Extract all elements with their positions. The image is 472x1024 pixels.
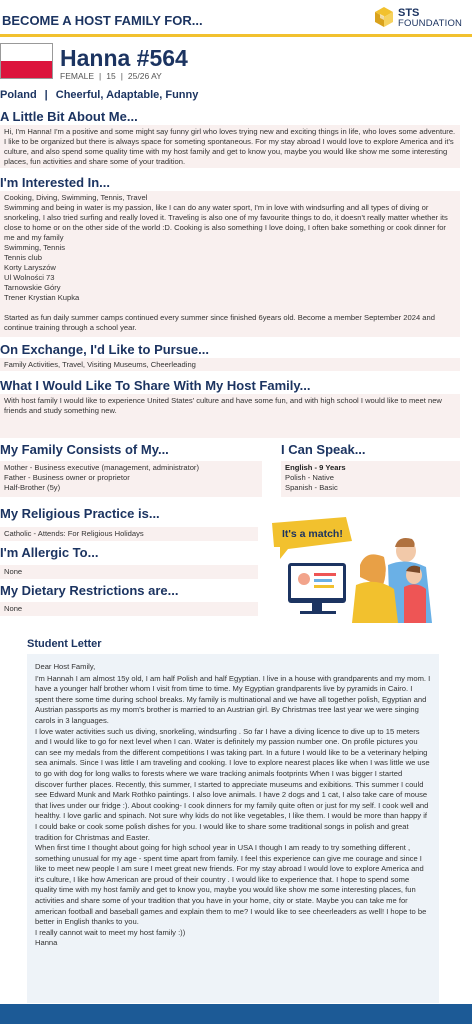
letter-signoff: Hanna bbox=[35, 938, 58, 948]
languages-list bbox=[281, 461, 460, 497]
student-meta: FEMALE | 15 | 25/26 AY bbox=[60, 71, 162, 81]
language-item: English - 9 Years bbox=[285, 463, 346, 472]
age: 15 bbox=[106, 71, 116, 81]
letter-paragraph: I love water activities such us diving, snorkeling, windsurfing . So far I have a diving licence to dive up to 15 meters and I would like to go for next level when I can. Water is definitely my passion number one. On profile pictures you can see my medals from the different competitions I was taking part. In a future I would like to be a veterinary helping sea animals. Since I was little I am traveling and cooking. I love to explore nearest places like when I was little we use to go with dog for long walks to forests where we ware tracking animals footprints When I was bigger I started discover further places. Recently, this summer, I started to appreciate museums and exibitions. This summer I could see Edward Munk and Mark Rothko paintings. I also love animals. I have 2 dogs and 1 cat, I also take care of mouse that lives under our fridge :). About cooking- I cook dinners for my family quite often or just for my self. I cook well and healthy. I love garlic and spinach. Not sure why kids do not like vegetables, I like them. I would be more than happy if I could bake or cook some polish dishes for you. I would like to share some traditional songs in polish and great tradition for Christmas and Easter. bbox=[35, 726, 430, 842]
sts-cube-icon bbox=[372, 5, 396, 29]
header-title: BECOME A HOST FAMILY FOR... bbox=[2, 13, 203, 28]
letter-paragraph: I'm Hannah I am almost 15y old, I am half Polish and half Egyptian. I live in a house with grandparents and my mom. I have a younger half brother whom I visit from time to time. My Egyptian grandparents live by pyramids in Cairo. I spent there some time during school breaks. My family is multinational and we have all together polish, Egyptian and Austrian passports as my mom's brother is married to an Austrian girl. By Christmas tree last year we were singing carols in 3 languages. bbox=[35, 673, 431, 725]
logo-text-foundation: FOUNDATION bbox=[398, 18, 463, 29]
family-member: Mother - Business executive (management, administrator) bbox=[4, 463, 199, 472]
language-item: Spanish - Basic bbox=[285, 483, 338, 492]
header-divider bbox=[0, 34, 472, 37]
country: Poland bbox=[0, 89, 37, 101]
letter-paragraph: When first time I thought about going for high school year in USA I though I am ready to try something different , something unusual for my age - spent time apart from family. I feel this experience can give me courage and since I like to meet new people I am sure I meet great new friends. For my stay abroad I would love to explore America and it's culture, I like how American are proud of their country . I would like to experience that. I hope to spend some quality time with my host family and get to know you, maybe you would like show me some interesting places, fun activities and share some of your tradition that you have in your home, city or state. Maybe you can take me for american football and baseball games and explain them to me? I would like to see cheerleaders as well! I hope to be better in English thanks to you. bbox=[35, 843, 427, 927]
family-heading: My Family Consists of My... bbox=[0, 442, 169, 457]
share-text: With host family I would like to experience United States' culture and have some fun, and with high school I would like to meet new friends and study something new. bbox=[0, 394, 460, 438]
match-illustration bbox=[268, 515, 466, 625]
poland-flag bbox=[0, 43, 53, 79]
language-item: Polish - Native bbox=[285, 473, 334, 482]
family-member: Half-Brother (5y) bbox=[4, 483, 61, 492]
exchange-text: Family Activities, Travel, Visiting Museums, Cheerleading bbox=[0, 358, 460, 371]
logo-text-sts: STS bbox=[398, 7, 420, 19]
exchange-heading: On Exchange, I'd Like to Pursue... bbox=[0, 342, 209, 357]
diet-text: None bbox=[0, 602, 258, 616]
languages-heading: I Can Speak... bbox=[281, 442, 366, 457]
country-traits: Poland | Cheerful, Adaptable, Funny bbox=[0, 89, 199, 101]
about-heading: A Little Bit About Me... bbox=[0, 109, 138, 124]
religion-text: Catholic - Attends: For Religious Holidays bbox=[0, 527, 258, 541]
allergy-text: None bbox=[0, 565, 258, 579]
page-header bbox=[0, 0, 472, 36]
allergy-heading: I'm Allergic To... bbox=[0, 545, 99, 560]
letter-paragraph: I really cannot wait to meet my host family :)) bbox=[35, 927, 186, 937]
student-letter-heading: Student Letter bbox=[27, 638, 102, 650]
sts-logo[interactable] bbox=[372, 5, 470, 31]
share-heading: What I Would Like To Share With My Host Family... bbox=[0, 378, 311, 393]
student-name: Hanna #564 bbox=[60, 45, 188, 71]
religion-heading: My Religious Practice is... bbox=[0, 506, 160, 521]
family-at-computer-icon bbox=[268, 515, 466, 625]
match-bubble-text: It's a match! bbox=[282, 528, 343, 540]
family-list bbox=[0, 461, 262, 497]
interests-text: Cooking, Diving, Swimming, Tennis, Travel Swimming and being in water is my passion, like I can do any water sport, I'm in love with windsurfing and all types of diving or snorkeling, I also tried surfing and really loved it. Traveling is also one of my favourite things to do, it doesn't really matter whether its close to home or on the other side of the world :D. Cooking is also something I love doing, I often bake something or cook dinner for me and my family Swimming, Tennis Tennis club Korty Laryszów Ul Wolności 73 Tarnowskie Góry Trener Krystian Kupka Started as fun daily summer camps continued every summer since finished 6years old. Become a member September 2024 and continue training through a school year. bbox=[0, 191, 460, 337]
family-member: Father - Business owner or proprietor bbox=[4, 473, 130, 482]
student-letter[interactable] bbox=[27, 654, 439, 1003]
gender: FEMALE bbox=[60, 71, 95, 81]
page-footer-bar bbox=[0, 1004, 472, 1024]
about-text: Hi, I'm Hanna! I'm a positive and some might say funny girl who loves trying new and exciting things in life, who loves some adventure. I like to be organized but there is always space for someting spontaneous. For my stay abroad I would love to explore America and it's culture, and also spend some quality time with my host family and get to know you, maybe you would like show me some interesting places, fun activities and share some of your tradition. bbox=[0, 125, 460, 168]
interests-heading: I'm Interested In... bbox=[0, 175, 111, 190]
academic-year: 25/26 AY bbox=[127, 71, 162, 81]
traits: Cheerful, Adaptable, Funny bbox=[55, 89, 199, 101]
letter-greeting: Dear Host Family, bbox=[35, 662, 96, 671]
diet-heading: My Dietary Restrictions are... bbox=[0, 583, 179, 598]
